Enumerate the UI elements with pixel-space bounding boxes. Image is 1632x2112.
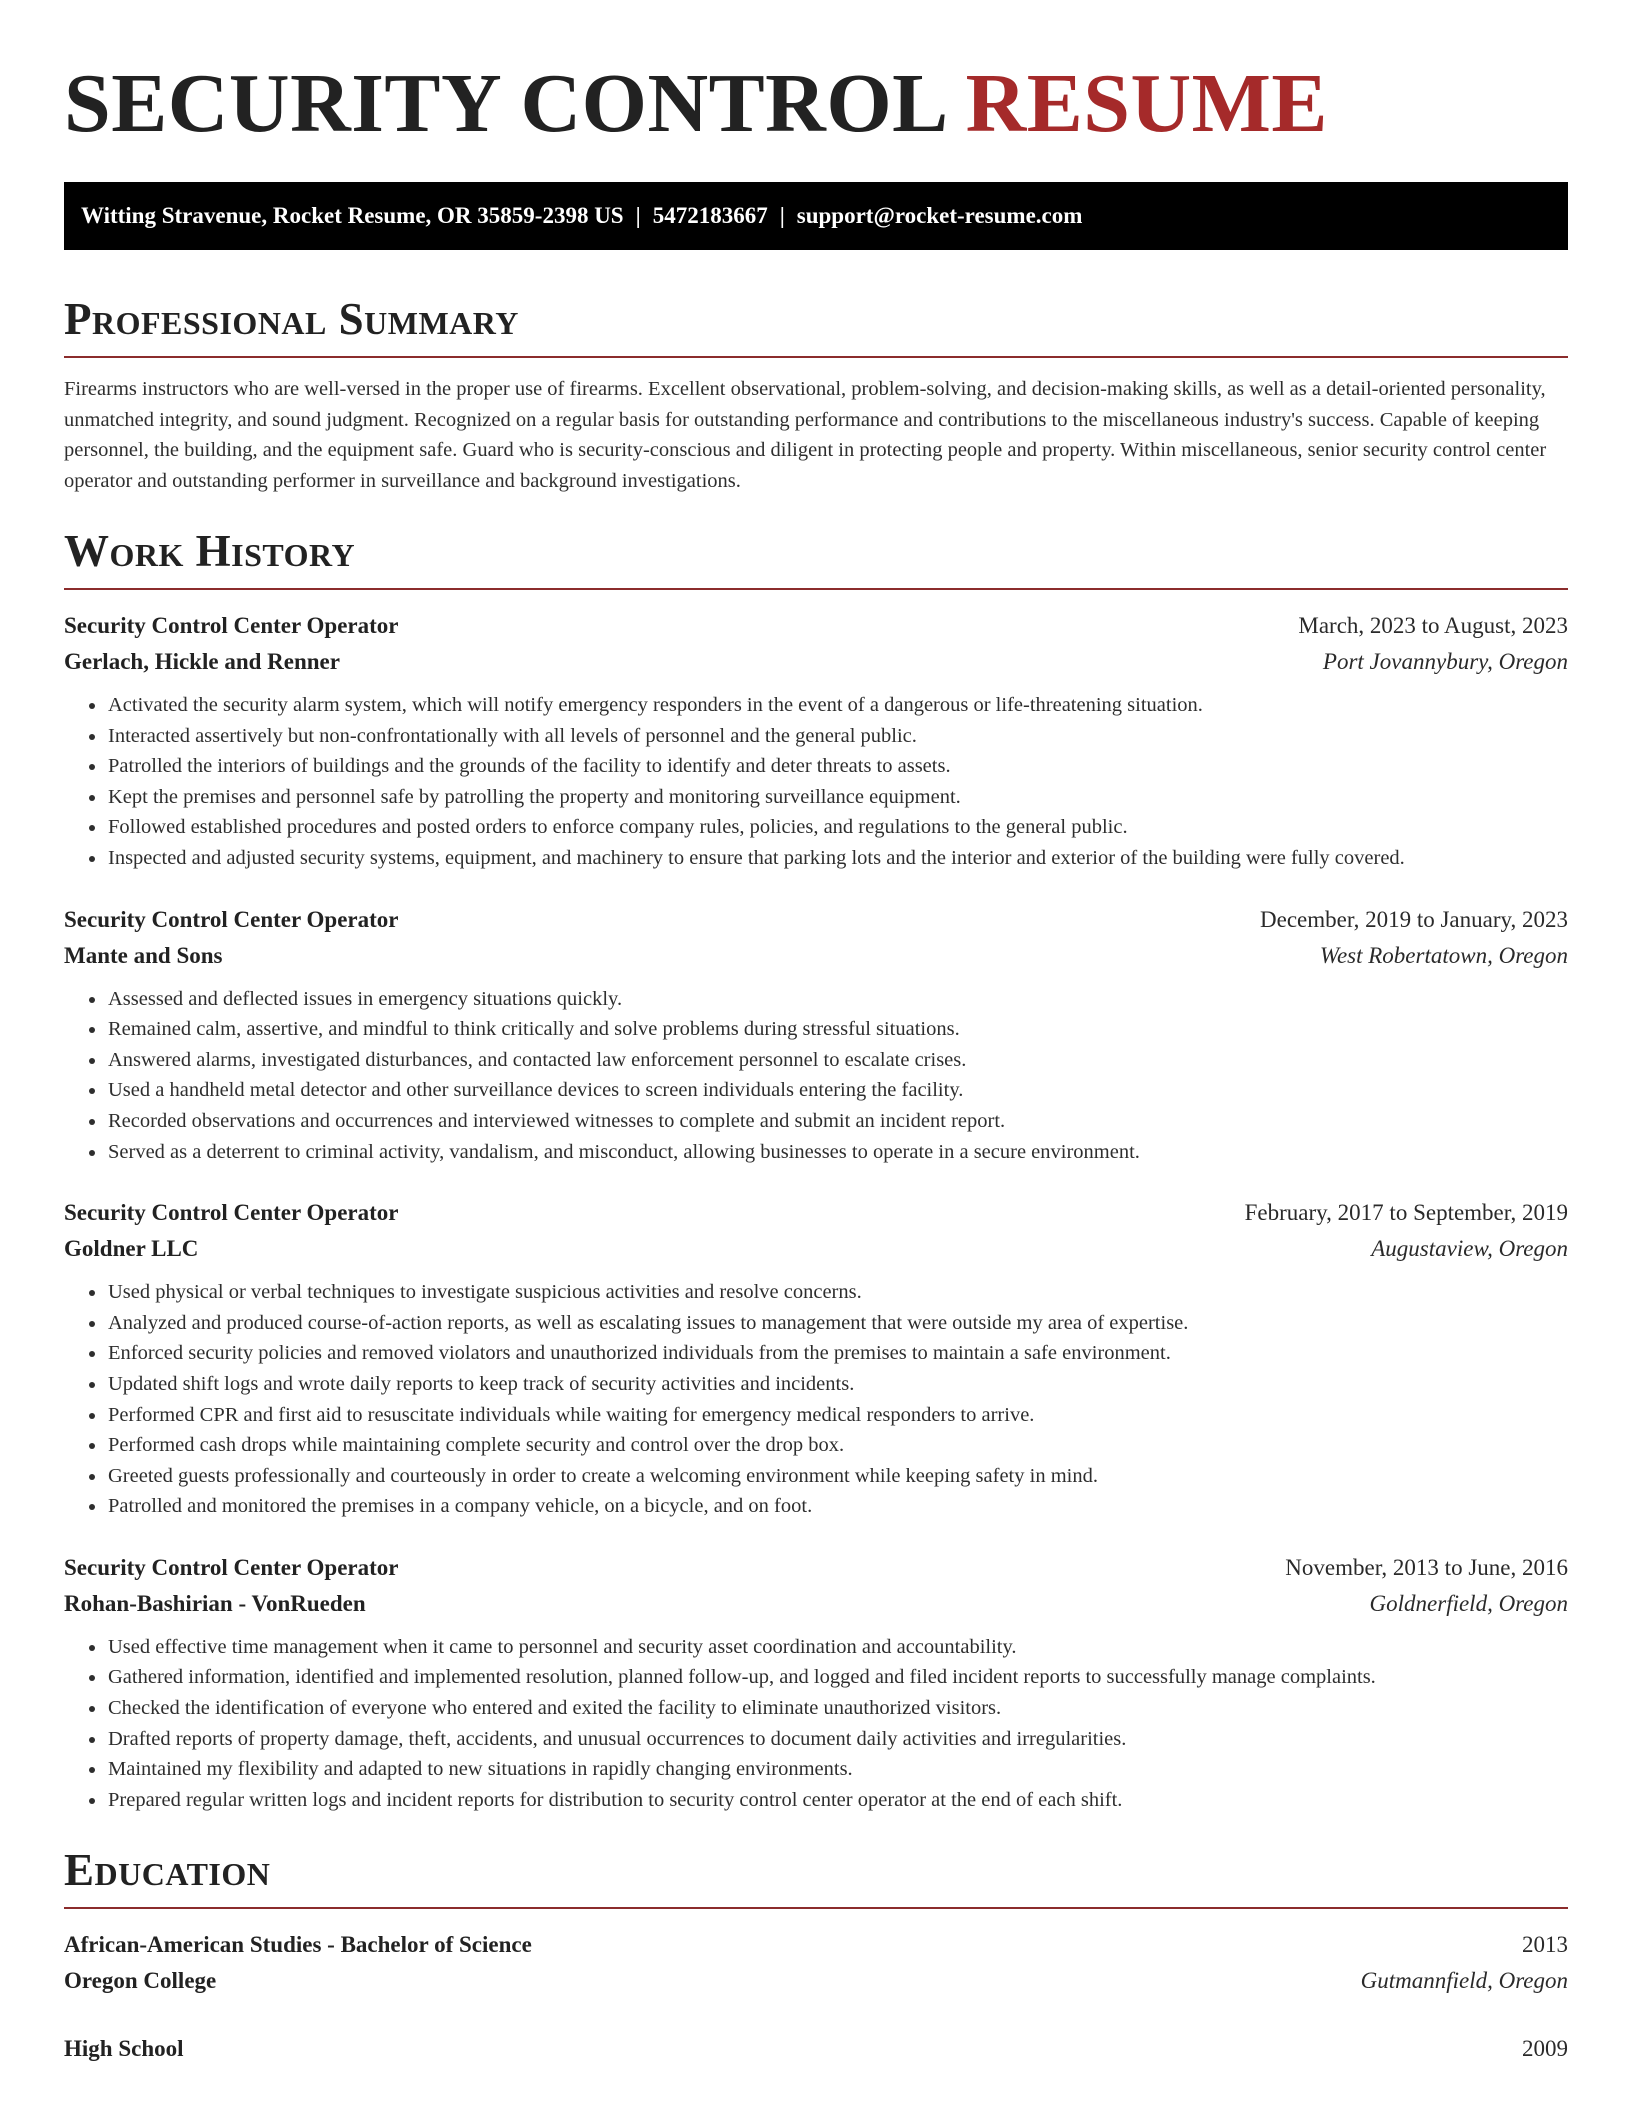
- bullet-item: • Patrolled and monitored the premises in a company vehicle, on a bicycle, and on foot.: [107, 1491, 1568, 1522]
- education-location: Gutmannfield, Oregon: [1360, 1968, 1568, 1994]
- bullet-item: • Performed cash drops while maintaining complete security and control over the drop box.: [107, 1430, 1568, 1461]
- job-company: Mante and Sons: [64, 942, 223, 968]
- job-company: Rohan-Bashirian - VonRueden: [64, 1590, 366, 1616]
- job-bullets: [64, 1277, 1568, 1522]
- resume-title: [64, 0, 1568, 152]
- job-dates: November, 2013 to June, 2016: [1285, 1554, 1568, 1580]
- job-company: Gerlach, Hickle and Renner: [64, 649, 340, 674]
- bullet-item: • Checked the identification of everyone who entered and exited the facility to eliminate unauthorized visitors.: [107, 1693, 1568, 1724]
- education-heading: Education: [64, 1845, 271, 1896]
- summary-text: Firearms instructors who are well-versed in the proper use of firearms. Excellent observational, problem-solving, and decision-making skills, as well as a detail-oriented personality, unmatched integrity, and sound judgment. Recognized on a regular basis for outstanding performance and contributions to the miscellaneous industry's success. Capable of keeping personnel, the building, and the equipment safe. Guard who is security-conscious and diligent in protecting people and property. Within miscellaneous, senior security control center operator and outstanding performer in surveillance and background investigations.: [64, 378, 1547, 492]
- education-year: 2009: [1522, 2036, 1568, 2062]
- contact-email[interactable]: support@rocket-resume.com: [796, 203, 1083, 228]
- education-degree-row: [64, 2031, 1568, 2067]
- job-dates: December, 2019 to January, 2023: [1260, 906, 1568, 932]
- contact-separator: |: [635, 203, 641, 228]
- bullet-item: • Used a handheld metal detector and other surveillance devices to screen individuals entering the facility.: [107, 1075, 1568, 1106]
- bullet-item: • Greeted guests professionally and courteously in order to create a welcoming environment while keeping safety in mind.: [107, 1461, 1568, 1492]
- job-entry: [64, 1195, 1568, 1522]
- job-location: Port Jovannybury, Oregon: [1322, 649, 1568, 674]
- job-bullets: [64, 1632, 1568, 1816]
- bullet-item: • Followed established procedures and posted orders to enforce company rules, policies, and regulations to the general public.: [107, 812, 1568, 843]
- bullet-item: • Activated the security alarm system, which will notify emergency responders in the event of a dangerous or life-threatening situation.: [107, 690, 1568, 721]
- contact-separator: |: [779, 203, 785, 228]
- section-divider: [64, 588, 1568, 590]
- job-company-row: [64, 938, 1568, 974]
- bullet-item: • Remained calm, assertive, and mindful to think critically and solve problems during stressful situations.: [107, 1014, 1568, 1045]
- education-entry: [64, 1927, 1568, 1999]
- summary-section: [64, 292, 1568, 496]
- job-dates: March, 2023 to August, 2023: [1298, 613, 1568, 638]
- work-history-section: [64, 524, 1568, 1815]
- job-location: West Robertatown, Oregon: [1319, 942, 1568, 968]
- job-header-row: [64, 1195, 1568, 1231]
- section-divider: [64, 356, 1568, 358]
- education-year: 2013: [1522, 1932, 1568, 1958]
- job-company-row: [64, 1586, 1568, 1622]
- bullet-item: • Drafted reports of property damage, theft, accidents, and unusual occurrences to document daily activities and irregularities.: [107, 1724, 1568, 1755]
- job-title: Security Control Center Operator: [64, 1200, 399, 1226]
- education-degree-row: [64, 1927, 1568, 1963]
- job-title: Security Control Center Operator: [64, 906, 399, 932]
- work-history-heading: Work History: [64, 526, 356, 576]
- bullet-item: • Inspected and adjusted security systems, equipment, and machinery to ensure that parking lots and the interior and exterior of the building were fully covered.: [107, 843, 1568, 874]
- job-title: Security Control Center Operator: [64, 613, 399, 638]
- bullet-item: • Enforced security policies and removed violators and unauthorized individuals from the premises to maintain a safe environment.: [107, 1338, 1568, 1369]
- bullet-item: • Interacted assertively but non-confrontationally with all levels of personnel and the general public.: [107, 721, 1568, 752]
- bullet-item: • Used physical or verbal techniques to investigate suspicious activities and resolve concerns.: [107, 1277, 1568, 1308]
- job-entry: [64, 608, 1568, 874]
- education-school: Oregon College: [64, 1968, 217, 1994]
- section-divider: [64, 1907, 1568, 1909]
- job-entry: [64, 902, 1568, 1168]
- bullet-item: • Answered alarms, investigated disturbances, and contacted law enforcement personnel to escalate crises.: [107, 1045, 1568, 1076]
- title-main: SECURITY CONTROL: [64, 57, 945, 150]
- title-accent: RESUME: [965, 57, 1328, 150]
- job-company-row: [64, 644, 1568, 680]
- bullet-item: • Performed CPR and first aid to resuscitate individuals while waiting for emergency medical responders to arrive.: [107, 1400, 1568, 1431]
- contact-phone[interactable]: 5472183667: [652, 203, 768, 228]
- job-location: Augustaview, Oregon: [1371, 1236, 1568, 1262]
- contact-address: Witting Stravenue, Rocket Resume, OR 35859-2398 US: [81, 203, 624, 228]
- job-bullets: [64, 690, 1568, 874]
- bullet-item: • Updated shift logs and wrote daily reports to keep track of security activities and incidents.: [107, 1369, 1568, 1400]
- education-degree: High School: [64, 2036, 184, 2062]
- job-title: Security Control Center Operator: [64, 1554, 399, 1580]
- job-company: Goldner LLC: [64, 1236, 199, 1262]
- job-entry: [64, 1550, 1568, 1816]
- job-dates: February, 2017 to September, 2019: [1244, 1200, 1568, 1226]
- bullet-item: • Kept the premises and personnel safe by patrolling the property and monitoring surveillance equipment.: [107, 782, 1568, 813]
- education-school-row: [64, 1963, 1568, 1999]
- summary-heading: Professional Summary: [64, 294, 519, 344]
- education-entry: [64, 2031, 1568, 2067]
- job-location: Goldnerfield, Oregon: [1369, 1590, 1568, 1616]
- job-bullets: [64, 984, 1568, 1168]
- bullet-item: • Used effective time management when it came to personnel and security asset coordination and accountability.: [107, 1632, 1568, 1663]
- job-company-row: [64, 1231, 1568, 1267]
- bullet-item: • Maintained my flexibility and adapted to new situations in rapidly changing environments.: [107, 1754, 1568, 1785]
- education-degree: African-American Studies - Bachelor of Science: [64, 1932, 532, 1958]
- bullet-item: • Assessed and deflected issues in emergency situations quickly.: [107, 984, 1568, 1015]
- bullet-item: • Prepared regular written logs and incident reports for distribution to security control center operator at the end of each shift.: [107, 1785, 1568, 1816]
- bullet-item: • Patrolled the interiors of buildings and the grounds of the facility to identify and deter threats to assets.: [107, 751, 1568, 782]
- education-section: [64, 1843, 1568, 2067]
- bullet-item: • Analyzed and produced course-of-action reports, as well as escalating issues to management that were outside my area of expertise.: [107, 1308, 1568, 1339]
- job-header-row: [64, 902, 1568, 938]
- bullet-item: • Gathered information, identified and implemented resolution, planned follow-up, and logged and filed incident reports to successfully manage complaints.: [107, 1662, 1568, 1693]
- bullet-item: • Recorded observations and occurrences and interviewed witnesses to complete and submit an incident report.: [107, 1106, 1568, 1137]
- job-header-row: [64, 1550, 1568, 1586]
- job-header-row: [64, 608, 1568, 644]
- bullet-item: • Served as a deterrent to criminal activity, vandalism, and misconduct, allowing businesses to operate in a secure environment.: [107, 1137, 1568, 1168]
- contact-bar: [64, 182, 1568, 250]
